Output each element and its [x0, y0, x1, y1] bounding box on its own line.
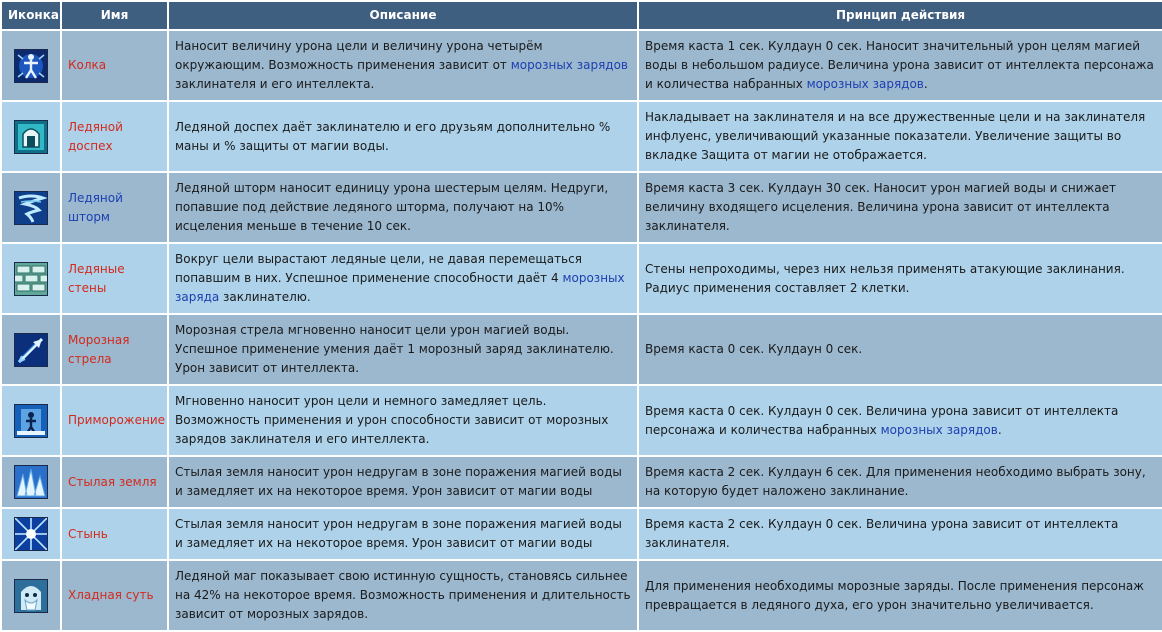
skill-name-link[interactable]: Колка [68, 58, 107, 72]
header-icon: Иконка [1, 1, 61, 30]
mechanics-cell: Время каста 2 сек. Кулдаун 6 сек. Для применения необходимо выбрать зону, на которую будет наложено заклинание. [638, 456, 1162, 508]
kolka-icon[interactable] [14, 49, 48, 83]
mechanics-cell: Стены непроходимы, через них нельзя применять атакующие заклинания. Радиус применения составляет 2 клетки. [638, 243, 1162, 314]
table-header-row [1, 1, 1162, 30]
table-row [1, 456, 1162, 508]
skill-name-link[interactable]: Приморожение [68, 413, 166, 427]
mechanics-cell: Время каста 3 сек. Кулдаун 30 сек. Наносит урон магией воды и снижает величину входящего исцеления. Величина урона зависит от интеллекта заклинателя. [638, 172, 1162, 243]
skill-name-link[interactable]: Морозная стрела [68, 332, 130, 366]
table-row [1, 385, 1162, 456]
skill-name-link[interactable]: Ледяные стены [68, 261, 125, 295]
frozen-ground-icon[interactable] [14, 465, 48, 499]
name-cell [61, 385, 168, 456]
skill-name-link[interactable]: Стылая земля [68, 474, 157, 489]
name-cell [61, 508, 168, 560]
chill-icon[interactable] [14, 517, 48, 551]
skill-name-link[interactable]: Ледяной доспех [68, 119, 123, 153]
frost-arrow-icon[interactable] [14, 333, 48, 367]
frost-charges-link[interactable]: морозных зарядов [806, 77, 924, 91]
description-cell: Ледяной шторм наносит единицу урона шестерым целям. Недруги, попавшие под действие ледяного шторма, получают на 10% исцеления меньше в течение 10 сек. [168, 172, 638, 243]
icon-cell [1, 385, 61, 456]
description-cell: Стылая земля наносит урон недругам в зоне поражения магией воды и замедляет их на некоторое время. Урон зависит от магии воды [168, 508, 638, 560]
icon-cell [1, 30, 61, 101]
header-description: Описание [168, 1, 638, 30]
icon-cell [1, 172, 61, 243]
icon-cell [1, 101, 61, 172]
table-row [1, 172, 1162, 243]
mechanics-cell: Время каста 1 сек. Кулдаун 0 сек. Наносит значительный урон целям магией воды в небольшом радиусе. Величина урона зависит от интеллекта персонажа и количества набранных морозных зарядов. [638, 30, 1162, 101]
skill-name-link[interactable]: Стынь [68, 526, 108, 541]
table-row [1, 30, 1162, 101]
description-cell: Стылая земля наносит урон недругам в зоне поражения магией воды и замедляет их на некоторое время. Урон зависит от магии воды [168, 456, 638, 508]
mechanics-cell: Время каста 2 сек. Кулдаун 0 сек. Величина урона зависит от интеллекта заклинателя. [638, 508, 1162, 560]
description-cell: Ледяной доспех даёт заклинателю и его друзьям дополнительно % маны и % защиты от магии воды. [168, 101, 638, 172]
frost-charges-link[interactable]: морозных зарядов [880, 422, 998, 437]
freeze-icon[interactable] [14, 404, 48, 438]
name-cell [61, 172, 168, 243]
description-cell: Мгновенно наносит урон цели и немного замедляет цель. Возможность применения и урон способности зависит от морозных зарядов заклинателя и его интеллекта. [168, 385, 638, 456]
description-cell: Вокруг цели вырастают ледяные цели, не давая перемещаться попавшим в них. Успешное применение способности даёт 4 морозных заряда заклинателю. [168, 243, 638, 314]
cold-essence-icon[interactable] [14, 579, 48, 613]
icon-cell [1, 314, 61, 385]
name-cell [61, 560, 168, 631]
table-row [1, 508, 1162, 560]
ice-walls-icon[interactable] [14, 262, 48, 296]
frost-charges-link[interactable]: морозных заряда [175, 271, 625, 304]
mechanics-cell: Накладывает на заклинателя и на все дружественные цели и на заклинателя инфлуенс, увеличивающий указанные показатели. Увеличение защиты во вкладке Защита от магии не отображается. [638, 101, 1162, 172]
mechanics-cell: Для применения необходимы морозные заряды. После применения персонаж превращается в ледяного духа, его урон значительно увеличивается. [638, 560, 1162, 631]
name-cell [61, 314, 168, 385]
name-cell [61, 243, 168, 314]
name-cell [61, 456, 168, 508]
name-cell [61, 101, 168, 172]
icon-cell [1, 560, 61, 631]
header-mechanics: Принцип действия [638, 1, 1162, 30]
header-name: Имя [61, 1, 168, 30]
name-cell [61, 30, 168, 101]
ice-armor-icon[interactable] [14, 120, 48, 154]
table-row [1, 101, 1162, 172]
mechanics-cell: Время каста 0 сек. Кулдаун 0 сек. Величина урона зависит от интеллекта персонажа и количества набранных морозных зарядов. [638, 385, 1162, 456]
skill-name-link[interactable]: Хладная суть [68, 588, 154, 602]
icon-cell [1, 243, 61, 314]
icon-cell [1, 508, 61, 560]
ice-storm-icon[interactable] [14, 191, 48, 225]
frost-charges-link[interactable]: морозных зарядов [510, 58, 629, 72]
description-cell: Ледяной маг показывает свою истинную сущность, становясь сильнее на 42% на некоторое время. Возможность применения и длительность зависит от морозных зарядов. [168, 560, 638, 631]
mechanics-cell: Время каста 0 сек. Кулдаун 0 сек. [638, 314, 1162, 385]
table-row [1, 560, 1162, 631]
description-cell: Наносит величину урона цели и величину урона четырём окружающим. Возможность применения зависит от морозных зарядов заклинателя и его интеллекта. [168, 30, 638, 101]
description-cell: Морозная стрела мгновенно наносит цели урон магией воды. Успешное применение умения даёт 1 морозный заряд заклинателю. Урон зависит от интеллекта. [168, 314, 638, 385]
table-row [1, 314, 1162, 385]
table-row [1, 243, 1162, 314]
icon-cell [1, 456, 61, 508]
skill-name-link[interactable]: Ледяной шторм [68, 190, 123, 224]
